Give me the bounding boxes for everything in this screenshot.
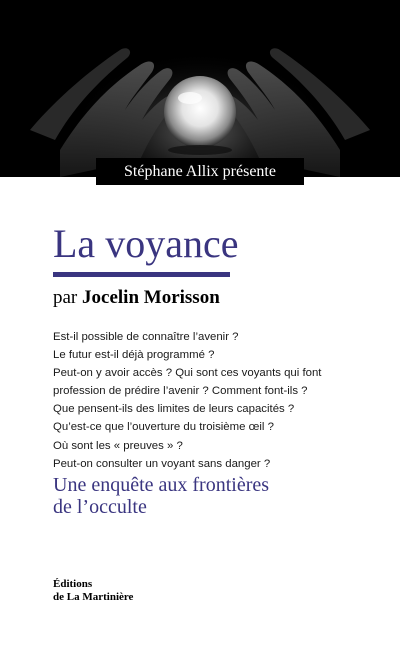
question-line: Est-il possible de connaître l’avenir ? — [53, 331, 239, 343]
hands-over-crystal-ball-image — [0, 0, 400, 177]
presenter-banner: Stéphane Allix présente — [96, 158, 304, 185]
publisher-line: Éditions — [53, 578, 93, 590]
question-line: profession de prédire l’avenir ? Comment font-ils ? — [53, 385, 308, 398]
question-line: Que pensent-ils des limites de leurs capacités ? — [53, 403, 295, 416]
publisher-name — [53, 578, 253, 604]
author-line — [53, 286, 373, 310]
question-list — [53, 328, 383, 473]
author-name: Jocelin Morisson — [82, 287, 220, 308]
question-line: Le futur est-il déjà programmé ? — [53, 349, 215, 362]
title-underline — [53, 272, 230, 277]
question-line: Où sont les « preuves » ? — [53, 439, 183, 452]
publisher-line: de La Martinière — [53, 591, 134, 603]
question-line: Peut-on y avoir accès ? Qui sont ces voyants qui font — [53, 367, 322, 380]
subtitle-line: de l’occulte — [53, 496, 147, 518]
author-prefix: par — [53, 287, 78, 308]
question-line: Qu’est-ce que l’ouverture du troisième œil ? — [53, 421, 274, 434]
book-title: La voyance — [53, 221, 239, 266]
subtitle-line: Une enquête aux frontières — [53, 474, 270, 496]
question-line: Peut-on consulter un voyant sans danger ? — [53, 457, 271, 470]
book-subtitle — [53, 474, 383, 518]
crystal-ball-photo — [0, 0, 400, 177]
